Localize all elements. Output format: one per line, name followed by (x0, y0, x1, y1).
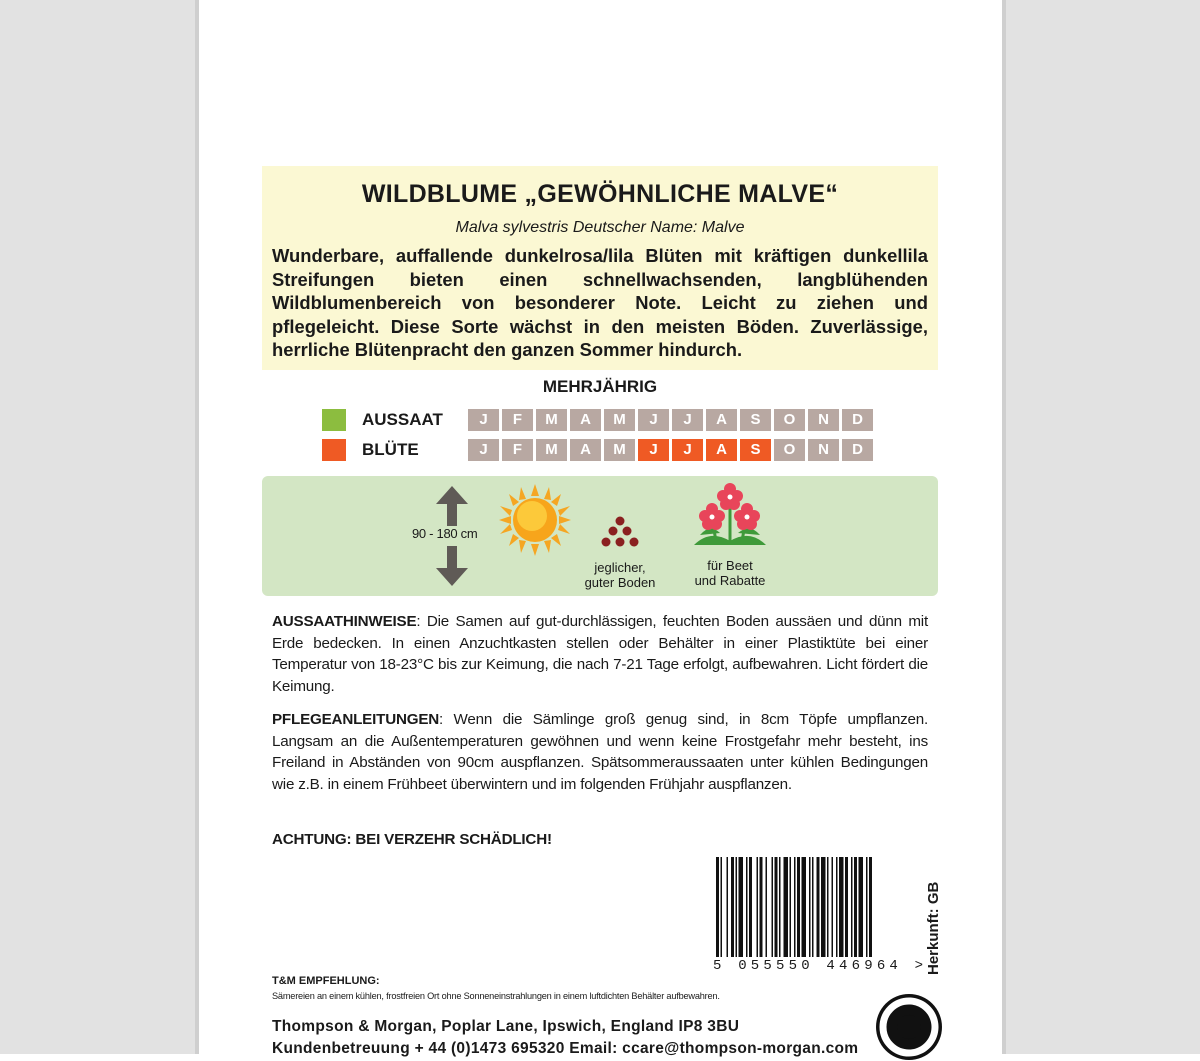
sowing-months (468, 409, 873, 431)
left-frame-edge (195, 0, 199, 1054)
month-cell: J (672, 439, 703, 461)
barcode-bar (766, 857, 768, 957)
barcode-bar (817, 857, 820, 957)
month-cell: A (706, 439, 737, 461)
month-cell: A (570, 409, 601, 431)
bloom-label: BLÜTE (362, 440, 419, 459)
barcode-bar (809, 857, 811, 957)
use-label: für Beet und Rabatte (694, 558, 766, 588)
month-cell: D (842, 439, 873, 461)
month-cell: N (808, 439, 839, 461)
month-cell: D (842, 409, 873, 431)
product-description: Wunderbare, auffallende dunkelrosa/lila Blüten mit kräftigen dunkellila Streifungen bieten einen schnellwachsenden, langblühenden Wildblumenbereich von besonderer Note. Leicht zu ziehen und pflegeleicht. Diese Sorte wächst in den meisten Böden. Zuverlässige, herrliche Blütenpracht den ganzen Sommer hindurch. (272, 245, 928, 360)
origin-label: Herkunft: GB (925, 881, 942, 975)
barcode-bar (760, 857, 763, 957)
barcode-bar (866, 857, 868, 957)
company-address: Thompson & Morgan, Poplar Lane, Ipswich, England IP8 3BU (272, 1018, 740, 1035)
barcode-bar (802, 857, 807, 957)
month-cell: F (502, 439, 533, 461)
barcode-bar (775, 857, 778, 957)
month-cell: M (604, 409, 635, 431)
care-text: : Wenn die Sämlinge groß genug sind, in 8cm Töpfe umpflanzen. Langsam an die Außentemperaturen gewöhnen und wenn keine Frostgefahr mehr besteht, ins Freiland in Abständen von 90cm auspflanzen. Spätsommeraussaaten unter kühlen Bedingungen wie z.B. in einem Frühbeet überwintern und im folgenden Frühjahr auspflanzen. (272, 711, 928, 793)
barcode-bar (812, 857, 814, 957)
barcode-bar (869, 857, 872, 957)
month-cell: S (740, 439, 771, 461)
lifecycle-label: MEHRJÄHRIG (542, 377, 658, 396)
month-cell: J (638, 409, 669, 431)
sun-icon (497, 484, 573, 556)
care-instructions (272, 709, 928, 795)
barcode-bar (854, 857, 857, 957)
sowing-swatch (322, 409, 346, 431)
month-cell: J (638, 439, 669, 461)
barcode-bar (779, 857, 781, 957)
month-cell: J (672, 409, 703, 431)
barcode-bar (839, 857, 844, 957)
botanical-name: Malva sylvestris Deutscher Name: Malve (455, 219, 745, 236)
barcode-bar (836, 857, 838, 957)
month-cell: J (468, 439, 499, 461)
barcode-bar (772, 857, 774, 957)
barcode-bar (845, 857, 848, 957)
month-cell: N (808, 409, 839, 431)
bloom-swatch (322, 439, 346, 461)
barcode (714, 857, 910, 957)
month-cell: F (502, 409, 533, 431)
barcode-bar (790, 857, 792, 957)
soil-seeds-icon (598, 516, 642, 552)
barcode-bar (727, 857, 729, 957)
barcode-bar (749, 857, 752, 957)
sowing-text: : Die Samen auf gut-durchlässigen, feuchten Boden aussäen und dünn mit Erde bedecken. In einen Anzuchtkasten stellen oder Behälter in einer Plastiktüte bei einer Temperatur von 18-23°C bis zur Keimung, die nach 7-21 Tage erfolgt, aufbewahren. Licht fördert die Keimung. (272, 613, 928, 695)
barcode-bar (731, 857, 734, 957)
barcode-bar (746, 857, 748, 957)
month-cell: M (536, 439, 567, 461)
left-frame (0, 0, 195, 1054)
month-cell: J (468, 409, 499, 431)
barcode-bar (721, 857, 723, 957)
right-frame-edge (1002, 0, 1006, 1054)
care-heading: PFLEGEANLEITUNGEN (272, 711, 440, 728)
barcode-bar (832, 857, 834, 957)
month-cell: M (604, 439, 635, 461)
barcode-bar (859, 857, 864, 957)
soil-label: jeglicher, guter Boden (584, 560, 656, 590)
right-frame (1006, 0, 1200, 1054)
bloom-months (468, 439, 873, 461)
recommendation-text: Sämereien an einem kühlen, frostfreien Ort ohne Sonneneinstrahlungen in einem luftdichten Behälter aufbewahren. (272, 991, 720, 1001)
sowing-heading: AUSSAATHINWEISE (272, 613, 417, 630)
barcode-bar (736, 857, 738, 957)
month-cell: M (536, 409, 567, 431)
customer-service: Kundenbetreuung + 44 (0)1473 695320 Email: ccare@thompson-morgan.com (272, 1040, 859, 1057)
height-label: 90 - 180 cm (412, 526, 478, 541)
flower-bed-icon (690, 483, 770, 553)
month-cell: S (740, 409, 771, 431)
month-cell: O (774, 409, 805, 431)
month-cell: A (706, 409, 737, 431)
barcode-bar (757, 857, 759, 957)
barcode-digits: 5 055550 446964 > (713, 958, 928, 974)
green-dot-recycle-icon (875, 993, 943, 1061)
barcode-bar (739, 857, 744, 957)
product-title: WILDBLUME „GEWÖHNLICHE MALVE“ (361, 180, 839, 208)
sowing-label: AUSSAAT (362, 410, 443, 429)
barcode-bar (851, 857, 853, 957)
warning-text: ACHTUNG: BEI VERZEHR SCHÄDLICH! (272, 831, 552, 848)
barcode-bar (716, 857, 719, 957)
barcode-bar (794, 857, 796, 957)
barcode-bar (821, 857, 826, 957)
barcode-bar (797, 857, 800, 957)
month-cell: A (570, 439, 601, 461)
month-cell: O (774, 439, 805, 461)
barcode-bar (827, 857, 829, 957)
barcode-bar (784, 857, 789, 957)
sowing-instructions (272, 611, 928, 697)
recommendation-title: T&M EMPFEHLUNG: (272, 975, 380, 987)
